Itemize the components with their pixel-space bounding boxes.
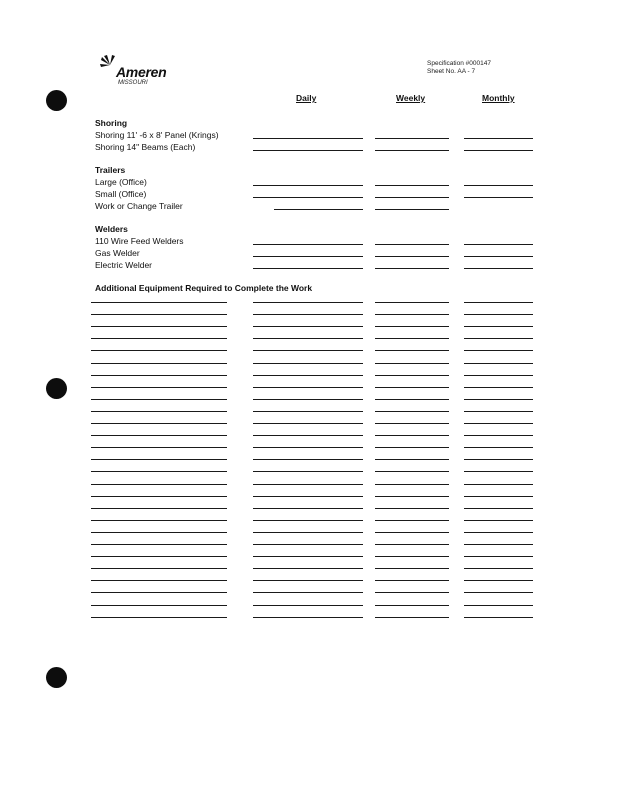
- equipment-name-line[interactable]: [91, 350, 227, 351]
- monthly-entry-line[interactable]: [464, 338, 533, 339]
- item-label: 110 Wire Feed Welders: [95, 236, 184, 246]
- monthly-entry-line[interactable]: [464, 520, 533, 521]
- weekly-entry-line[interactable]: [375, 363, 449, 364]
- monthly-entry-line[interactable]: [464, 459, 533, 460]
- weekly-entry-line[interactable]: [375, 520, 449, 521]
- item-label: Shoring 11' -6 x 8' Panel (Krings): [95, 130, 219, 140]
- column-header-weekly: Weekly: [396, 93, 426, 103]
- equipment-name-line[interactable]: [91, 411, 227, 412]
- weekly-entry-line[interactable]: [375, 568, 449, 569]
- monthly-entry-line[interactable]: [464, 544, 533, 545]
- weekly-entry-line[interactable]: [375, 150, 449, 151]
- section-title-shoring: Shoring: [95, 118, 128, 128]
- monthly-entry-line[interactable]: [464, 268, 533, 269]
- daily-entry-line[interactable]: [253, 302, 363, 303]
- weekly-entry-line[interactable]: [375, 209, 449, 210]
- item-label: Large (Office): [95, 177, 147, 187]
- weekly-entry-line[interactable]: [375, 375, 449, 376]
- daily-entry-line[interactable]: [253, 605, 363, 606]
- equipment-name-line[interactable]: [91, 496, 227, 497]
- equipment-name-line[interactable]: [91, 605, 227, 606]
- daily-entry-line[interactable]: [253, 399, 363, 400]
- daily-entry-line[interactable]: [253, 338, 363, 339]
- equipment-name-line[interactable]: [91, 423, 227, 424]
- daily-entry-line[interactable]: [253, 411, 363, 412]
- monthly-entry-line[interactable]: [464, 244, 533, 245]
- item-label: Small (Office): [95, 189, 147, 199]
- monthly-entry-line[interactable]: [464, 580, 533, 581]
- monthly-entry-line[interactable]: [464, 484, 533, 485]
- monthly-entry-line[interactable]: [464, 617, 533, 618]
- weekly-entry-line[interactable]: [375, 459, 449, 460]
- daily-entry-line[interactable]: [253, 592, 363, 593]
- daily-entry-line[interactable]: [253, 459, 363, 460]
- punch-hole-top: [46, 90, 67, 111]
- monthly-entry-line[interactable]: [464, 568, 533, 569]
- daily-entry-line[interactable]: [253, 197, 363, 198]
- punch-hole-middle: [46, 378, 67, 399]
- section-title-trailers: Trailers: [95, 165, 126, 175]
- logo-brand-text: Ameren: [116, 64, 167, 80]
- weekly-entry-line[interactable]: [375, 617, 449, 618]
- equipment-name-line[interactable]: [91, 484, 227, 485]
- daily-entry-line[interactable]: [253, 556, 363, 557]
- daily-entry-line[interactable]: [253, 568, 363, 569]
- equipment-name-line[interactable]: [91, 459, 227, 460]
- weekly-entry-line[interactable]: [375, 138, 449, 139]
- daily-entry-line[interactable]: [253, 256, 363, 257]
- specification-number: Specification #000147: [427, 60, 491, 67]
- equipment-name-line[interactable]: [91, 471, 227, 472]
- monthly-entry-line[interactable]: [464, 532, 533, 533]
- equipment-name-line[interactable]: [91, 617, 227, 618]
- daily-entry-line[interactable]: [253, 617, 363, 618]
- equipment-name-line[interactable]: [91, 592, 227, 593]
- daily-entry-line[interactable]: [253, 185, 363, 186]
- weekly-entry-line[interactable]: [375, 399, 449, 400]
- monthly-entry-line[interactable]: [464, 605, 533, 606]
- weekly-entry-line[interactable]: [375, 302, 449, 303]
- daily-entry-line[interactable]: [253, 363, 363, 364]
- monthly-entry-line[interactable]: [464, 326, 533, 327]
- weekly-entry-line[interactable]: [375, 508, 449, 509]
- monthly-entry-line[interactable]: [464, 556, 533, 557]
- weekly-entry-line[interactable]: [375, 350, 449, 351]
- equipment-name-line[interactable]: [91, 363, 227, 364]
- weekly-entry-line[interactable]: [375, 244, 449, 245]
- equipment-name-line[interactable]: [91, 556, 227, 557]
- monthly-entry-line[interactable]: [464, 411, 533, 412]
- item-label: Work or Change Trailer: [95, 201, 183, 211]
- column-header-monthly: Monthly: [482, 93, 515, 103]
- daily-entry-line[interactable]: [253, 138, 363, 139]
- equipment-name-line[interactable]: [91, 399, 227, 400]
- specification-block: [427, 60, 491, 76]
- daily-entry-line[interactable]: [253, 350, 363, 351]
- daily-entry-line[interactable]: [253, 150, 363, 151]
- equipment-name-line[interactable]: [91, 580, 227, 581]
- weekly-entry-line[interactable]: [375, 338, 449, 339]
- weekly-entry-line[interactable]: [375, 197, 449, 198]
- monthly-entry-line[interactable]: [464, 508, 533, 509]
- weekly-entry-line[interactable]: [375, 580, 449, 581]
- equipment-name-line[interactable]: [91, 338, 227, 339]
- daily-entry-line[interactable]: [253, 484, 363, 485]
- weekly-entry-line[interactable]: [375, 471, 449, 472]
- monthly-entry-line[interactable]: [464, 314, 533, 315]
- monthly-entry-line[interactable]: [464, 387, 533, 388]
- daily-entry-line[interactable]: [253, 532, 363, 533]
- weekly-entry-line[interactable]: [375, 423, 449, 424]
- daily-entry-line[interactable]: [253, 268, 363, 269]
- monthly-entry-line[interactable]: [464, 496, 533, 497]
- weekly-entry-line[interactable]: [375, 314, 449, 315]
- equipment-name-line[interactable]: [91, 387, 227, 388]
- monthly-entry-line[interactable]: [464, 423, 533, 424]
- weekly-entry-line[interactable]: [375, 532, 449, 533]
- daily-entry-line[interactable]: [253, 423, 363, 424]
- daily-entry-line[interactable]: [253, 496, 363, 497]
- monthly-entry-line[interactable]: [464, 435, 533, 436]
- monthly-entry-line[interactable]: [464, 592, 533, 593]
- monthly-entry-line[interactable]: [464, 197, 533, 198]
- equipment-name-line[interactable]: [91, 568, 227, 569]
- item-label: Electric Welder: [95, 260, 152, 270]
- sheet-number: Sheet No. AA - 7: [427, 68, 476, 75]
- monthly-entry-line[interactable]: [464, 185, 533, 186]
- equipment-name-line[interactable]: [91, 326, 227, 327]
- weekly-entry-line[interactable]: [375, 544, 449, 545]
- weekly-entry-line[interactable]: [375, 387, 449, 388]
- section-title-welders: Welders: [95, 224, 128, 234]
- monthly-entry-line[interactable]: [464, 350, 533, 351]
- equipment-name-line[interactable]: [91, 435, 227, 436]
- weekly-entry-line[interactable]: [375, 447, 449, 448]
- daily-entry-line[interactable]: [253, 435, 363, 436]
- punch-hole-bottom: [46, 667, 67, 688]
- weekly-entry-line[interactable]: [375, 484, 449, 485]
- weekly-entry-line[interactable]: [375, 268, 449, 269]
- equipment-name-line[interactable]: [91, 544, 227, 545]
- monthly-entry-line[interactable]: [464, 363, 533, 364]
- column-header-daily: Daily: [296, 93, 317, 103]
- monthly-entry-line[interactable]: [464, 447, 533, 448]
- daily-entry-line[interactable]: [274, 209, 363, 210]
- section-title-additional-equipment: Additional Equipment Required to Complete the Work: [95, 283, 313, 293]
- monthly-entry-line[interactable]: [464, 256, 533, 257]
- weekly-entry-line[interactable]: [375, 435, 449, 436]
- item-label: Shoring 14" Beams (Each): [95, 142, 196, 152]
- daily-entry-line[interactable]: [253, 447, 363, 448]
- weekly-entry-line[interactable]: [375, 256, 449, 257]
- weekly-entry-line[interactable]: [375, 605, 449, 606]
- equipment-name-line[interactable]: [91, 302, 227, 303]
- equipment-name-line[interactable]: [91, 314, 227, 315]
- daily-entry-line[interactable]: [253, 375, 363, 376]
- monthly-entry-line[interactable]: [464, 138, 533, 139]
- weekly-entry-line[interactable]: [375, 556, 449, 557]
- daily-entry-line[interactable]: [253, 508, 363, 509]
- equipment-name-line[interactable]: [91, 508, 227, 509]
- weekly-entry-line[interactable]: [375, 411, 449, 412]
- monthly-entry-line[interactable]: [464, 375, 533, 376]
- daily-entry-line[interactable]: [253, 387, 363, 388]
- weekly-entry-line[interactable]: [375, 326, 449, 327]
- weekly-entry-line[interactable]: [375, 185, 449, 186]
- equipment-name-line[interactable]: [91, 447, 227, 448]
- equipment-name-line[interactable]: [91, 375, 227, 376]
- company-logo: [100, 54, 180, 88]
- daily-entry-line[interactable]: [253, 544, 363, 545]
- daily-entry-line[interactable]: [253, 580, 363, 581]
- monthly-entry-line[interactable]: [464, 471, 533, 472]
- daily-entry-line[interactable]: [253, 326, 363, 327]
- monthly-entry-line[interactable]: [464, 302, 533, 303]
- monthly-entry-line[interactable]: [464, 150, 533, 151]
- monthly-entry-line[interactable]: [464, 399, 533, 400]
- daily-entry-line[interactable]: [253, 520, 363, 521]
- weekly-entry-line[interactable]: [375, 496, 449, 497]
- equipment-name-line[interactable]: [91, 532, 227, 533]
- logo-subtext: MISSOURI: [118, 80, 148, 86]
- daily-entry-line[interactable]: [253, 244, 363, 245]
- equipment-name-line[interactable]: [91, 520, 227, 521]
- daily-entry-line[interactable]: [253, 314, 363, 315]
- daily-entry-line[interactable]: [253, 471, 363, 472]
- weekly-entry-line[interactable]: [375, 592, 449, 593]
- item-label: Gas Welder: [95, 248, 140, 258]
